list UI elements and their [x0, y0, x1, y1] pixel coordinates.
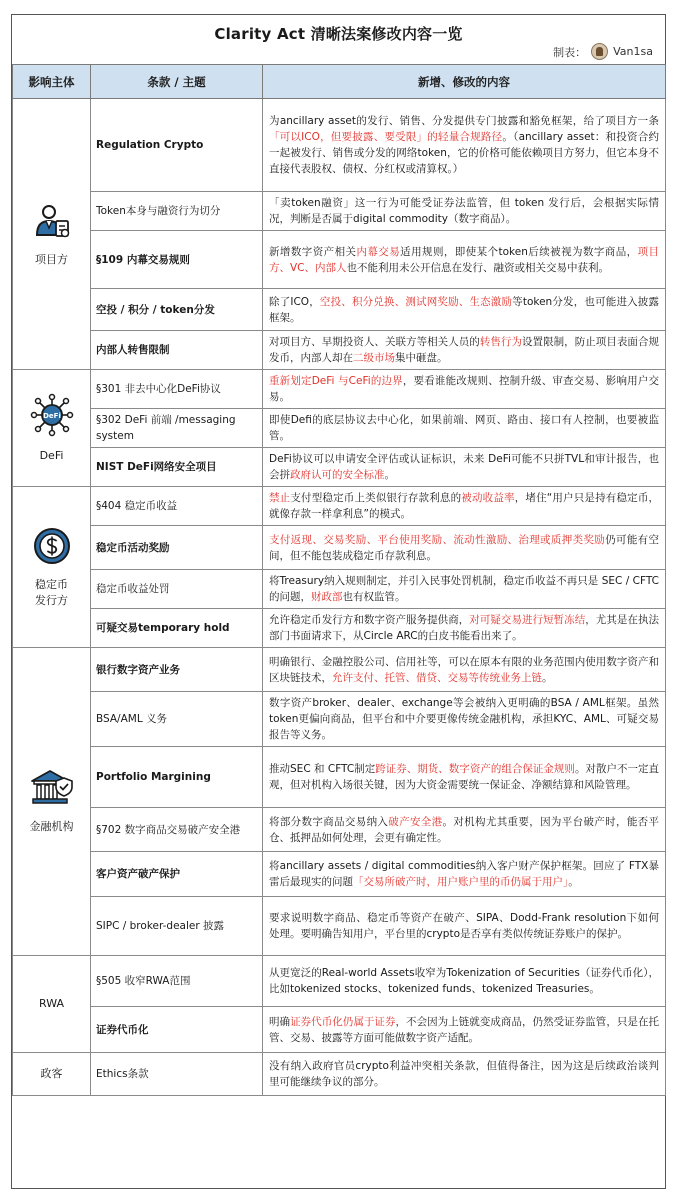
highlight-text: 内幕交易 [356, 245, 401, 258]
content-text: 仍可能有空间，但不能包装成稳定币存款利息。 [269, 533, 660, 562]
content-text: 将Treasury纳入规则制定，并引入民事处罚机制，稳定币收益不再只是 SEC / CFTC 的问题， [269, 575, 659, 603]
group-cell [13, 956, 91, 1053]
group-label: 项目方 [35, 252, 68, 266]
content-cell [263, 487, 666, 526]
content-cell [263, 1007, 666, 1053]
content-text: 也不能利用未公开信息在发行、融资或相关交易中获利。 [346, 261, 610, 274]
content-text: ，要看谁能改规则、控制升级、审查交易、影响用户交易。 [269, 375, 659, 403]
table-row [13, 852, 666, 897]
topic-cell: Ethics条款 [91, 1053, 263, 1096]
group-cell [13, 99, 91, 370]
topic-cell: 稳定币收益处罚 [91, 570, 263, 609]
topic-cell: 可疑交易temporary hold [91, 609, 263, 648]
table-row [13, 570, 666, 609]
topic-cell: §702 数字商品交易破产安全港 [91, 808, 263, 852]
content-cell [263, 609, 666, 648]
content-cell [263, 1053, 666, 1096]
topic-cell: NIST DeFi网络安全项目 [91, 448, 263, 487]
dollar-coin-icon [14, 526, 89, 571]
table-row [13, 956, 666, 1007]
highlight-text: 「交易所破产时，用户账户里的币仍属于用户」 [353, 876, 569, 888]
table-row [13, 448, 666, 487]
highlight-text: 转售行为 [479, 336, 523, 348]
content-text: 将ancillary assets / digital commodities纳入客户财产保护框架。回应了 FTX暴雷后最现实的问题 [269, 860, 659, 888]
table-header-row [13, 65, 666, 99]
topic-cell: §505 收窄RWA范围 [91, 956, 263, 1007]
defi-network-icon [14, 393, 89, 442]
table-row [13, 526, 666, 570]
content-text: DeFi协议可以申请安全评估或认证标识，未来 DeFi可能不只拼TVL和审计报告，也会拼 [269, 453, 659, 481]
content-cell [263, 289, 666, 331]
content-text: 对项目方、早期投资人、关联方等相关人员的 [269, 336, 480, 348]
table-frame [11, 14, 666, 1189]
maker-credit [553, 43, 653, 60]
content-cell [263, 897, 666, 956]
content-cell [263, 692, 666, 747]
content-text: ，尤其是在执法部门书面请求下，从Circle ARC的白皮书能看出来了。 [269, 614, 660, 642]
highlight-text: 允许支付、托管、借贷、交易等传统业务上链 [332, 671, 542, 684]
topic-cell: §302 DeFi 前端 /messaging system [91, 409, 263, 448]
highlight-text: 空投、积分兑换、测试网奖励、生态激励 [319, 295, 513, 308]
table-row [13, 692, 666, 747]
svg-text:DeFi: DeFi [42, 411, 61, 420]
highlight-text: 对可疑交易进行短暂冻结 [469, 614, 586, 626]
content-text: 即使Defi的底层协议去中心化，如果前端、网页、路由、接口有人控制，也要被监管。 [269, 414, 659, 442]
highlight-text: 禁止 [269, 492, 291, 504]
content-text: 支付型稳定币上类似银行存款利息的 [290, 492, 462, 504]
group-label: 稳定币 发行方 [35, 577, 68, 607]
content-text: 没有纳入政府官员crypto利益冲突相关条款，但值得备注，因为这是后续政治谈判里可能继续争议的部分。 [269, 1060, 659, 1088]
content-text: 等token分发，也可能进入披露框架。 [269, 295, 659, 324]
content-text: 也有权监管。 [342, 591, 406, 603]
content-text: 。对散户不一定直观，但对机构入场很关键，因为大资金需要统一保证金、净额结算和风险管理。 [269, 763, 660, 791]
content-text: 。 [384, 469, 395, 481]
content-text: 适用规则，即使某个token后续被视为数字商品， [400, 245, 638, 258]
table-row [13, 487, 666, 526]
header-topic: 条款 / 主题 [91, 65, 263, 99]
content-text: 推动SEC 和 CFTC制定 [269, 763, 376, 775]
topic-cell: Regulation Crypto [91, 99, 263, 192]
group-cell [13, 370, 91, 487]
content-text: ，不会因为上链就变成商品，仍然受证券监管，只是在托管、交易、披露等方面可能做数字资产适配。 [269, 1015, 660, 1044]
topic-cell: Portfolio Margining [91, 747, 263, 808]
content-cell [263, 852, 666, 897]
amendments-table [12, 64, 666, 1096]
topic-cell: Token本身与融资行为切分 [91, 192, 263, 231]
table-row [13, 808, 666, 852]
table-row [13, 192, 666, 231]
table-row [13, 331, 666, 370]
topic-cell: §301 非去中心化DeFi协议 [91, 370, 263, 409]
highlight-text: 项目方、VC、内部人 [269, 245, 660, 274]
content-cell [263, 956, 666, 1007]
project-person-icon [14, 201, 89, 246]
maker-label: 制表： [553, 45, 587, 59]
content-text: 。对机构尤其重要，因为平台破产时，能否平仓、抵押品如何处理，会更有确定性。 [269, 815, 660, 844]
content-cell [263, 747, 666, 808]
highlight-text: 跨证券、期货、数字资产的组合保证金规则 [375, 763, 575, 775]
table-row [13, 1007, 666, 1053]
topic-cell: 空投 / 积分 / token分发 [91, 289, 263, 331]
content-text: 要求说明数字商品、稳定币等资产在破产、SIPA、Dodd-Frank resolution下如何处理。要明确告知用户，平台里的crypto是否享有类似传统证券账户的保护。 [269, 912, 659, 940]
group-cell [13, 648, 91, 956]
highlight-text: 破产安全港 [388, 815, 443, 828]
header-subject: 影响主体 [13, 65, 91, 99]
content-cell [263, 409, 666, 448]
content-text: 。 [568, 876, 579, 888]
table-row [13, 897, 666, 956]
content-text: 允许稳定币发行方和数字资产服务提供商， [269, 614, 470, 626]
content-cell [263, 648, 666, 692]
content-text: 数字资产broker、dealer、exchange等会被纳入更明确的BSA / AML框架。虽然token更偏向商品，但平台和中介要更像传统金融机构，承担KYC、AML、可疑交易报告等义务。 [269, 697, 659, 741]
topic-cell: §404 稳定币收益 [91, 487, 263, 526]
content-cell [263, 448, 666, 487]
content-text: 集中砸盘。 [395, 352, 448, 364]
page-title: Clarity Act 清晰法案修改内容一览 [214, 25, 463, 43]
topic-cell: BSA/AML 义务 [91, 692, 263, 747]
highlight-text: 「可以ICO，但要披露、要受限」的轻量合规路径 [269, 131, 503, 143]
table-row [13, 370, 666, 409]
content-cell [263, 370, 666, 409]
table-row [13, 99, 666, 192]
content-text: 明确银行、金融控股公司、信用社等，可以在原本有限的业务范围内使用数字资产和区块链技术， [269, 655, 659, 684]
topic-cell: SIPC / broker-dealer 披露 [91, 897, 263, 956]
header-content: 新增、修改的内容 [263, 65, 666, 99]
topic-cell: §109 内幕交易规则 [91, 231, 263, 289]
content-text: 设置限制，防止项目表面合规发币，内部人却在 [269, 336, 660, 364]
content-text: 从更宽泛的Real-world Assets收窄为Tokenization of Securities（证券代币化），比如tokenized stocks、tokenized funds、tokenized Treasuries。 [269, 967, 659, 995]
table-row [13, 231, 666, 289]
content-text: ，堵住“用户只是持有稳定币，就像存款一样拿利息”的模式。 [269, 492, 660, 520]
content-cell [263, 331, 666, 370]
group-label: 政客 [40, 1067, 63, 1080]
topic-cell: 银行数字资产业务 [91, 648, 263, 692]
group-cell [13, 487, 91, 648]
group-cell [13, 1053, 91, 1096]
bank-shield-icon [14, 768, 89, 813]
table-row [13, 409, 666, 448]
content-text: 将部分数字商品交易纳入 [269, 815, 389, 828]
avatar [591, 43, 608, 60]
topic-cell: 证券代币化 [91, 1007, 263, 1053]
content-text: 。（ancillary asset：和投资合约一起被发行、销售或分发的网络token，它的价格可能依赖项目方努力，但它本身不直接代表股权、债权、分红权或清算权。） [269, 131, 659, 175]
content-cell [263, 231, 666, 289]
topic-cell: 稳定币活动奖励 [91, 526, 263, 570]
highlight-text: 被动收益率 [461, 492, 515, 504]
content-cell [263, 99, 666, 192]
topic-cell: 客户资产破产保护 [91, 852, 263, 897]
content-text: 明确 [269, 1015, 291, 1028]
highlight-text: 政府认可的安全标准 [290, 469, 385, 481]
table-row [13, 609, 666, 648]
content-text: 为ancillary asset的发行、销售、分发提供专门披露和豁免框架，给了项目方一条 [269, 115, 659, 127]
table-row [13, 289, 666, 331]
content-text: 除了ICO， [269, 295, 320, 308]
table-row [13, 747, 666, 808]
group-label: DeFi [39, 448, 64, 462]
content-text: 新增数字资产相关 [269, 245, 357, 258]
content-cell [263, 526, 666, 570]
topic-cell: 内部人转售限制 [91, 331, 263, 370]
content-cell [263, 808, 666, 852]
highlight-text: 支付返现、交易奖励、平台使用奖励、流动性激励、治理或质押类奖励 [269, 533, 606, 546]
highlight-text: 财政部 [311, 591, 343, 603]
highlight-text: 二级市场 [353, 352, 395, 364]
group-label: 金融机构 [29, 820, 74, 833]
table-row [13, 1053, 666, 1096]
group-label: RWA [39, 997, 64, 1010]
maker-name: Van1sa [613, 45, 653, 58]
table-row [13, 648, 666, 692]
highlight-text: 证券代币化仍属于证券 [290, 1015, 396, 1028]
content-text: 。 [542, 671, 553, 684]
highlight-text: 重新划定DeFi 与CeFi的边界 [269, 375, 403, 387]
content-text: 「卖token融资」这一行为可能受证券法监管，但 token 发行后，会根据实际情况，判断是否属于digital commodity（数字商品）。 [269, 197, 659, 225]
content-cell [263, 192, 666, 231]
content-cell [263, 570, 666, 609]
